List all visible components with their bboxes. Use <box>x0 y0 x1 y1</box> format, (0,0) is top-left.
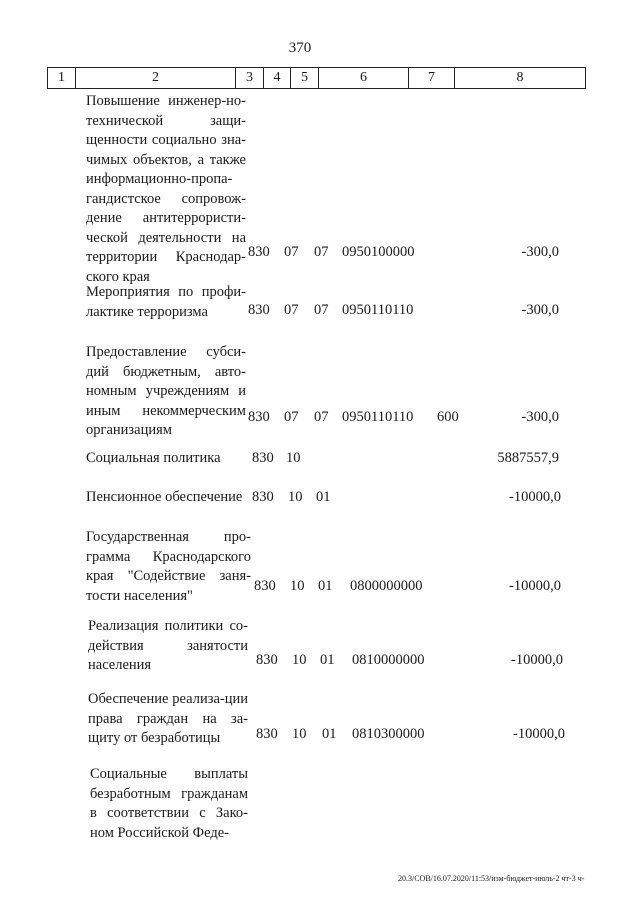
column-header-2: 2 <box>76 68 236 89</box>
page-number: 370 <box>288 40 312 56</box>
column-header-row <box>48 68 586 89</box>
row-description: Мероприятия по профи-лактике терроризма <box>86 284 246 320</box>
row-subsection-code: 07 <box>314 302 329 318</box>
row-chapter-code: 830 <box>256 726 278 742</box>
row-section-code: 07 <box>284 302 299 318</box>
row-target-code: 0800000000 <box>350 578 423 594</box>
row-subsection-code: 01 <box>320 652 335 668</box>
row-target-code: 0810000000 <box>352 652 425 668</box>
row-chapter-code: 830 <box>248 409 270 425</box>
row-chapter-code: 830 <box>252 489 274 505</box>
row-section-code: 07 <box>284 409 299 425</box>
row-expense-type-code: 600 <box>437 409 459 425</box>
row-subsection-code: 07 <box>314 244 329 260</box>
row-description: Социальная политика <box>86 450 221 466</box>
row-chapter-code: 830 <box>254 578 276 594</box>
row-description: Пенсионное обеспечение <box>86 489 243 505</box>
row-description: Социальные выплаты безработным гражданам в соответствии с Зако-ном Российской Феде- <box>90 766 248 841</box>
row-target-code: 0950110110 <box>342 302 414 318</box>
row-chapter-code: 830 <box>248 302 270 318</box>
column-header-7: 7 <box>409 68 455 89</box>
row-amount: -10000,0 <box>509 489 561 505</box>
row-amount: -10000,0 <box>509 578 561 594</box>
column-header-3: 3 <box>236 68 264 89</box>
column-header-table <box>47 67 586 89</box>
row-target-code: 0950110110 <box>342 409 414 425</box>
row-description: Повышение инженер-но-технической защи-щенности социально зна-чимых объектов, а также информационно-пропа-гандистское сопровож-дение антитеррористи-ческой деятельности на территории Краснодар-ского края <box>86 93 246 285</box>
column-header-4: 4 <box>264 68 291 89</box>
row-subsection-code: 01 <box>322 726 337 742</box>
row-description: Предоставление субси-дий бюджетным, авто-номным учреждениям и иным некоммерческим организациям <box>86 344 246 438</box>
row-amount: -300,0 <box>521 302 559 318</box>
row-section-code: 10 <box>292 726 307 742</box>
footer-file-stamp: 20.3/СОВ/16.07.2020/11:53/изм-бюджет-июль-2 чт-3 ч- <box>398 874 585 883</box>
row-subsection-code: 01 <box>318 578 333 594</box>
row-description: Обеспечение реализа-ции права граждан на за-щиту от безработицы <box>88 691 248 746</box>
row-amount: -300,0 <box>521 409 559 425</box>
row-chapter-code: 830 <box>248 244 270 260</box>
row-section-code: 10 <box>292 652 307 668</box>
row-amount: -10000,0 <box>513 726 565 742</box>
row-description: Государственная про-грамма Краснодарского края "Содействие заня-тости населения" <box>86 529 251 604</box>
row-section-code: 10 <box>286 450 301 466</box>
row-section-code: 10 <box>288 489 303 505</box>
row-subsection-code: 07 <box>314 409 329 425</box>
row-description: Реализация политики со-действия занятости населения <box>88 618 248 673</box>
row-amount: 5887557,9 <box>497 450 559 466</box>
row-target-code: 0950100000 <box>342 244 415 260</box>
row-target-code: 0810300000 <box>352 726 425 742</box>
row-section-code: 10 <box>290 578 305 594</box>
column-header-1: 1 <box>48 68 76 89</box>
row-amount: -10000,0 <box>511 652 563 668</box>
row-subsection-code: 01 <box>316 489 331 505</box>
row-section-code: 07 <box>284 244 299 260</box>
column-header-8: 8 <box>455 68 586 89</box>
row-amount: -300,0 <box>521 244 559 260</box>
column-header-5: 5 <box>291 68 319 89</box>
row-chapter-code: 830 <box>256 652 278 668</box>
row-chapter-code: 830 <box>252 450 274 466</box>
column-header-6: 6 <box>319 68 409 89</box>
